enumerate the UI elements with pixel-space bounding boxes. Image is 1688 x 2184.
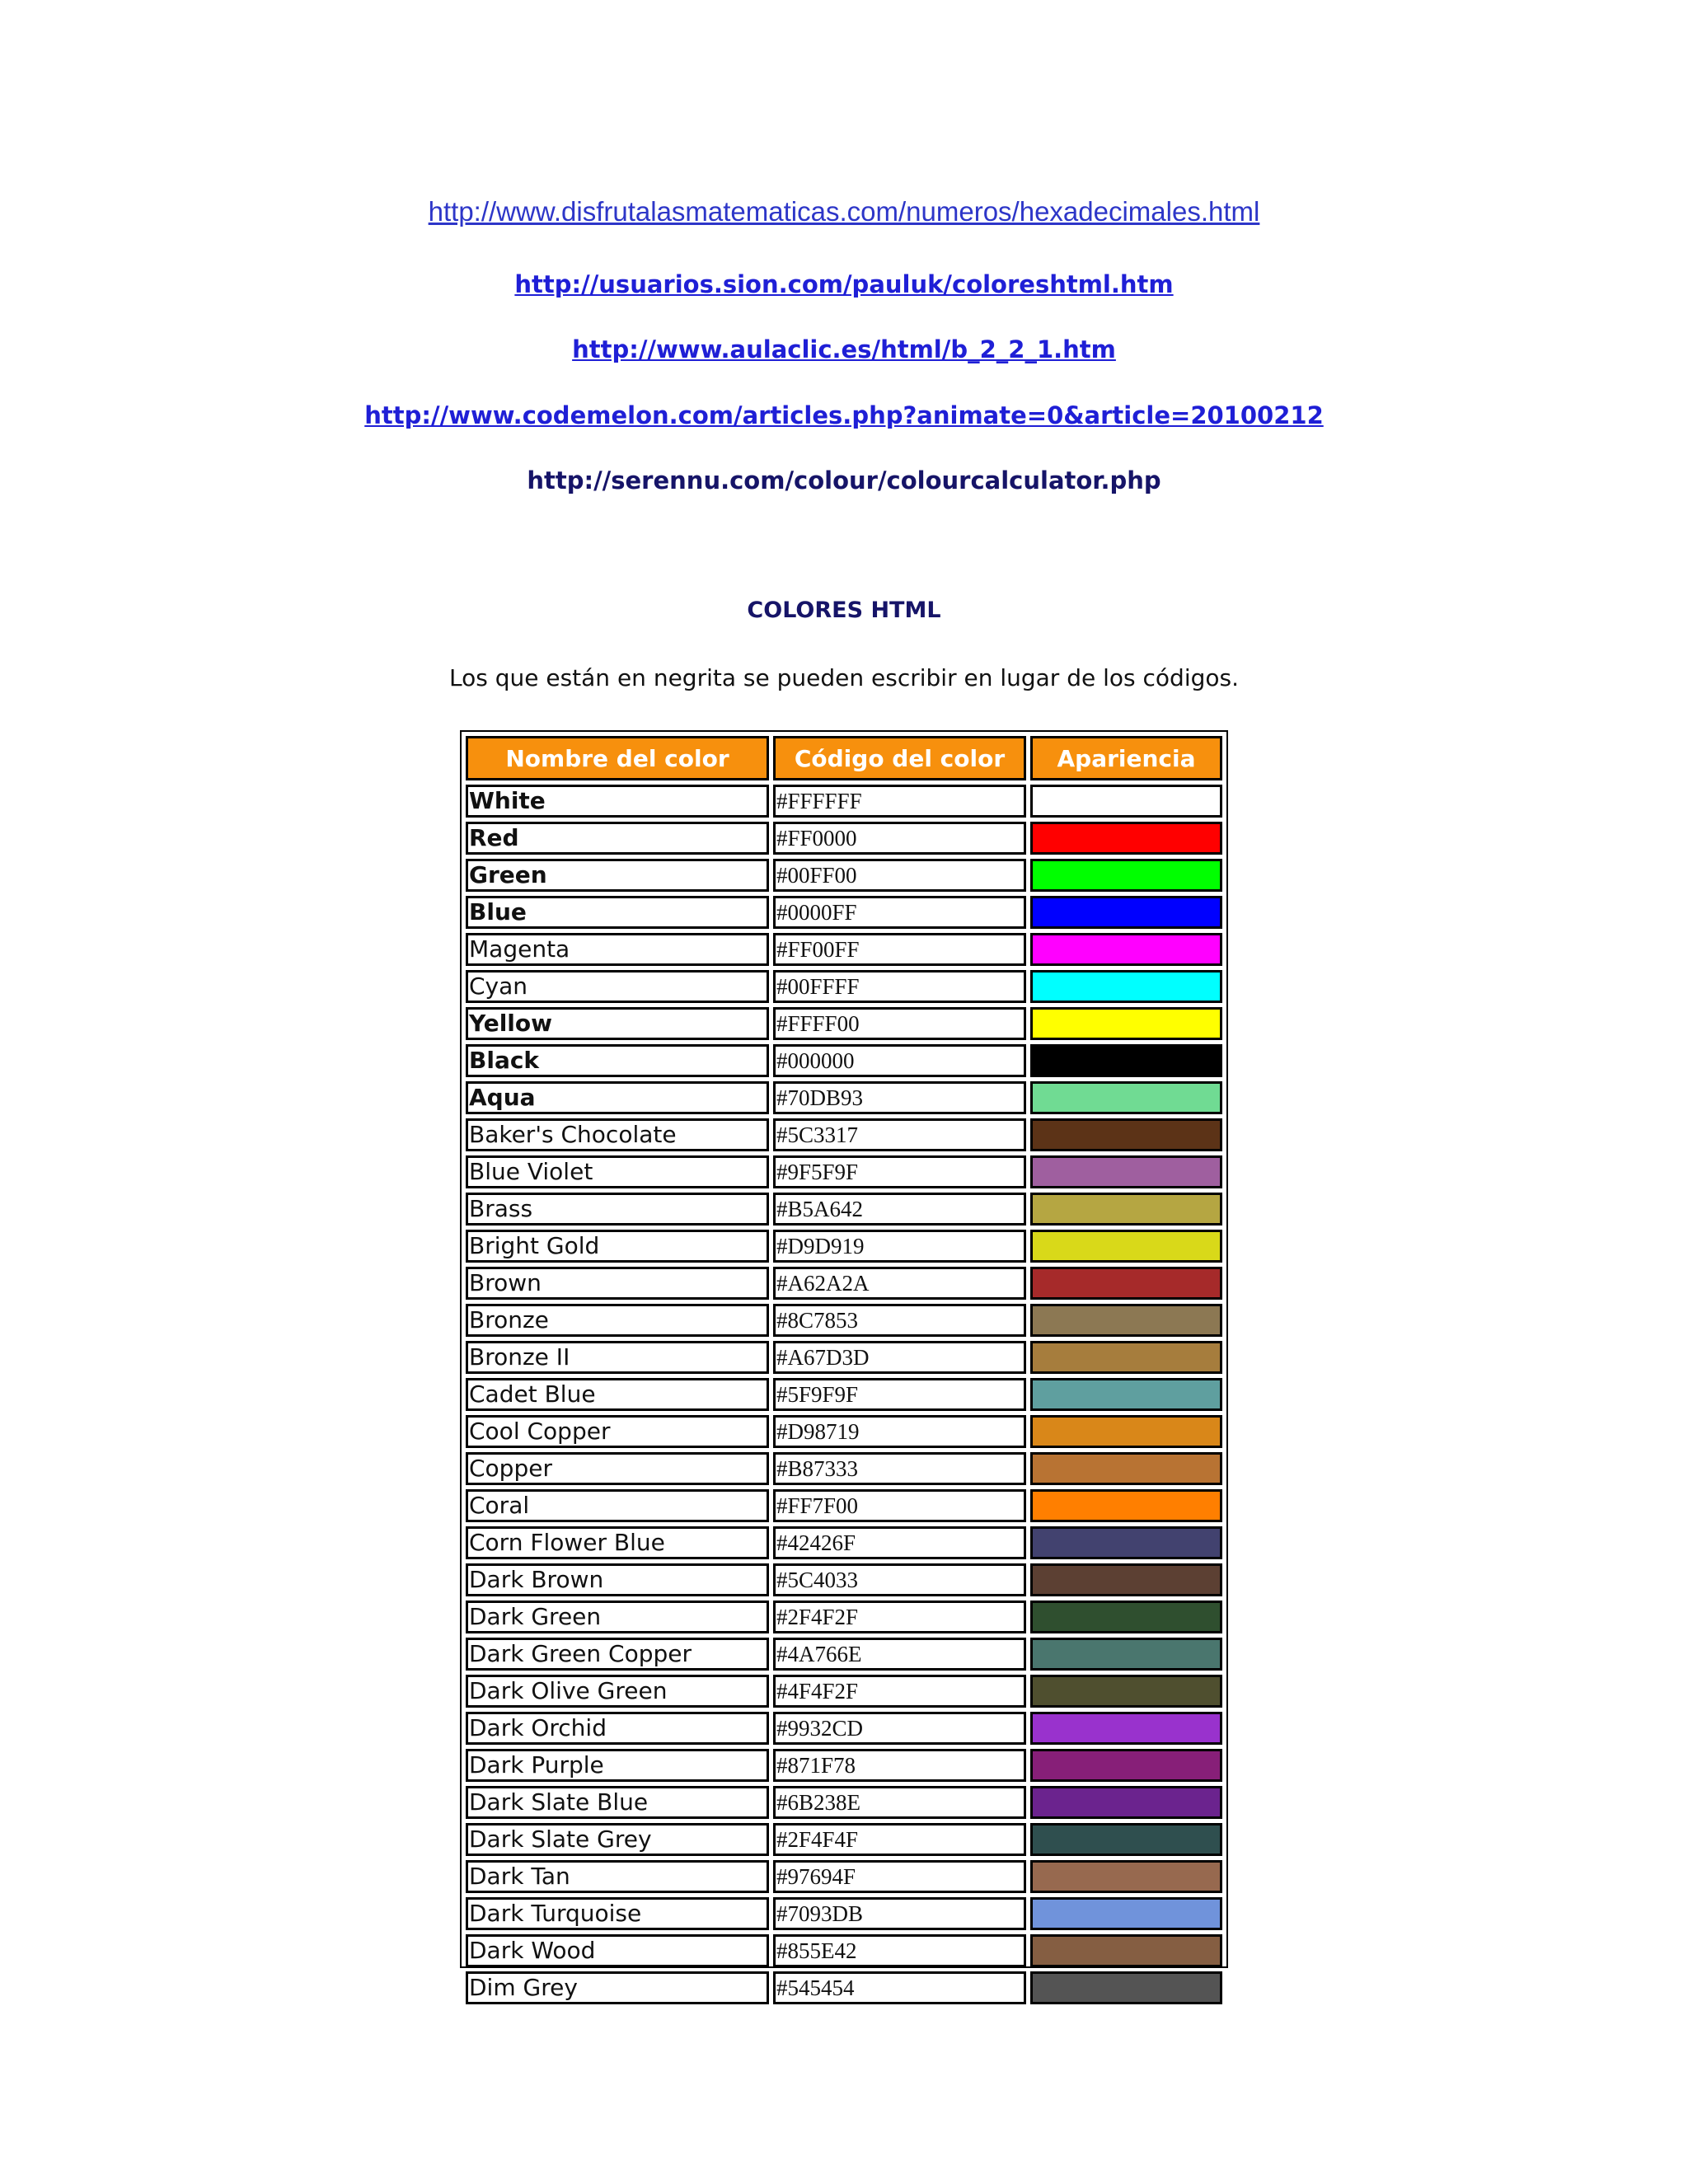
table-row <box>466 1934 1222 1967</box>
color-swatch-cell <box>1030 1007 1222 1040</box>
color-swatch-cell <box>1030 1452 1222 1485</box>
color-name-cell: Brass <box>466 1193 769 1226</box>
table-row <box>466 933 1222 966</box>
table-row <box>466 1675 1222 1708</box>
table-row <box>466 1749 1222 1782</box>
color-swatch-cell <box>1030 1155 1222 1188</box>
table-row <box>466 1897 1222 1930</box>
color-table <box>462 732 1226 2008</box>
table-row <box>466 1081 1222 1114</box>
color-name-cell: Dark Olive Green <box>466 1675 769 1708</box>
table-row <box>466 970 1222 1003</box>
color-name-cell: Dark Tan <box>466 1860 769 1893</box>
color-swatch-cell <box>1030 1230 1222 1263</box>
color-name-cell: Green <box>466 859 769 892</box>
color-name-cell: Blue Violet <box>466 1155 769 1188</box>
table-row <box>466 1304 1222 1337</box>
color-swatch-cell <box>1030 1712 1222 1745</box>
color-swatch-cell <box>1030 933 1222 966</box>
header-color-code: Código del color <box>773 736 1026 780</box>
color-swatch-cell <box>1030 1897 1222 1930</box>
table-row <box>466 1526 1222 1559</box>
color-code-cell: #70DB93 <box>773 1081 1026 1114</box>
color-name-cell: Dim Grey <box>466 1971 769 2004</box>
color-code-cell: #2F4F4F <box>773 1823 1026 1856</box>
color-swatch-cell <box>1030 1081 1222 1114</box>
color-name-cell: Dark Brown <box>466 1563 769 1596</box>
color-name-cell: Bright Gold <box>466 1230 769 1263</box>
color-code-cell: #8C7853 <box>773 1304 1026 1337</box>
color-swatch-cell <box>1030 1971 1222 2004</box>
header-color-name: Nombre del color <box>466 736 769 780</box>
color-name-cell: Baker's Chocolate <box>466 1118 769 1151</box>
color-code-cell: #5C3317 <box>773 1118 1026 1151</box>
color-name-cell: Aqua <box>466 1081 769 1114</box>
color-swatch-cell <box>1030 896 1222 929</box>
table-row <box>466 1823 1222 1856</box>
table-row <box>466 859 1222 892</box>
table-row <box>466 1341 1222 1374</box>
section-description: Los que están en negrita se pueden escribir en lugar de los códigos. <box>448 664 1239 691</box>
color-swatch-cell <box>1030 1267 1222 1300</box>
link-serennu: http://serennu.com/colour/colourcalculator.php <box>527 466 1161 494</box>
color-code-cell: #2F4F2F <box>773 1601 1026 1633</box>
table-row <box>466 1155 1222 1188</box>
color-name-cell: Dark Green <box>466 1601 769 1633</box>
color-name-cell: Bronze II <box>466 1341 769 1374</box>
color-name-cell: Dark Slate Grey <box>466 1823 769 1856</box>
link-hexadecimales[interactable]: http://www.disfrutalasmatematicas.com/numeros/hexadecimales.html <box>428 196 1260 227</box>
color-code-cell: #FF7F00 <box>773 1489 1026 1522</box>
color-swatch-cell <box>1030 1489 1222 1522</box>
color-code-cell: #6B238E <box>773 1786 1026 1819</box>
color-code-cell: #000000 <box>773 1044 1026 1077</box>
color-name-cell: Bronze <box>466 1304 769 1337</box>
color-swatch-cell <box>1030 859 1222 892</box>
table-row <box>466 822 1222 855</box>
table-body <box>466 785 1222 2004</box>
color-code-cell: #871F78 <box>773 1749 1026 1782</box>
table-row <box>466 1452 1222 1485</box>
color-code-cell: #7093DB <box>773 1897 1026 1930</box>
color-name-cell: Corn Flower Blue <box>466 1526 769 1559</box>
color-swatch-cell <box>1030 1934 1222 1967</box>
color-name-cell: Yellow <box>466 1007 769 1040</box>
color-swatch-cell <box>1030 1526 1222 1559</box>
color-name-cell: Dark Slate Blue <box>466 1786 769 1819</box>
link-aulaclic[interactable]: http://www.aulaclic.es/html/b_2_2_1.htm <box>572 335 1116 363</box>
color-code-cell: #545454 <box>773 1971 1026 2004</box>
color-name-cell: Cadet Blue <box>466 1378 769 1411</box>
link-coloreshtml[interactable]: http://usuarios.sion.com/pauluk/coloreshtml.htm <box>514 270 1174 298</box>
table-row <box>466 1601 1222 1633</box>
color-swatch-cell <box>1030 1304 1222 1337</box>
link-row <box>0 466 1688 494</box>
table-row <box>466 1193 1222 1226</box>
color-name-cell: Dark Turquoise <box>466 1897 769 1930</box>
color-code-cell: #855E42 <box>773 1934 1026 1967</box>
color-name-cell: Dark Purple <box>466 1749 769 1782</box>
table-row <box>466 1415 1222 1448</box>
color-swatch-cell <box>1030 1601 1222 1633</box>
color-name-cell: Red <box>466 822 769 855</box>
color-table-frame <box>460 730 1228 2001</box>
color-name-cell: Dark Green Copper <box>466 1638 769 1671</box>
color-swatch-cell <box>1030 1044 1222 1077</box>
table-row <box>466 1378 1222 1411</box>
table-row <box>466 1971 1222 2004</box>
color-swatch-cell <box>1030 1860 1222 1893</box>
color-name-cell: Black <box>466 1044 769 1077</box>
table-row <box>466 1267 1222 1300</box>
color-swatch-cell <box>1030 822 1222 855</box>
color-code-cell: #FF0000 <box>773 822 1026 855</box>
color-code-cell: #5C4033 <box>773 1563 1026 1596</box>
color-code-cell: #B5A642 <box>773 1193 1026 1226</box>
color-swatch-cell <box>1030 1341 1222 1374</box>
table-row <box>466 896 1222 929</box>
color-swatch-cell <box>1030 1415 1222 1448</box>
link-row <box>0 196 1688 227</box>
color-code-cell: #4A766E <box>773 1638 1026 1671</box>
color-swatch-cell <box>1030 1118 1222 1151</box>
color-code-cell: #B87333 <box>773 1452 1026 1485</box>
table-row <box>466 1638 1222 1671</box>
color-swatch-cell <box>1030 1786 1222 1819</box>
color-name-cell: Copper <box>466 1452 769 1485</box>
color-code-cell: #FFFFFF <box>773 785 1026 818</box>
color-code-cell: #00FF00 <box>773 859 1026 892</box>
color-swatch-cell <box>1030 1823 1222 1856</box>
table-row <box>466 1786 1222 1819</box>
color-code-cell: #9932CD <box>773 1712 1026 1745</box>
color-code-cell: #D9D919 <box>773 1230 1026 1263</box>
color-code-cell: #00FFFF <box>773 970 1026 1003</box>
color-code-cell: #A67D3D <box>773 1341 1026 1374</box>
color-swatch-cell <box>1030 1378 1222 1411</box>
color-swatch-cell <box>1030 970 1222 1003</box>
color-swatch-cell <box>1030 1193 1222 1226</box>
table-row <box>466 1230 1222 1263</box>
color-code-cell: #4F4F2F <box>773 1675 1026 1708</box>
color-code-cell: #0000FF <box>773 896 1026 929</box>
color-name-cell: Blue <box>466 896 769 929</box>
color-name-cell: White <box>466 785 769 818</box>
table-header-row <box>466 736 1222 780</box>
color-code-cell: #5F9F9F <box>773 1378 1026 1411</box>
table-row <box>466 1563 1222 1596</box>
link-row <box>0 335 1688 363</box>
color-swatch-cell <box>1030 1675 1222 1708</box>
color-swatch-cell <box>1030 1638 1222 1671</box>
link-row <box>0 401 1688 429</box>
color-code-cell: #FF00FF <box>773 933 1026 966</box>
color-code-cell: #9F5F9F <box>773 1155 1026 1188</box>
table-row <box>466 1712 1222 1745</box>
color-name-cell: Cyan <box>466 970 769 1003</box>
color-code-cell: #FFFF00 <box>773 1007 1026 1040</box>
color-name-cell: Magenta <box>466 933 769 966</box>
table-row <box>466 785 1222 818</box>
color-code-cell: #D98719 <box>773 1415 1026 1448</box>
color-name-cell: Brown <box>466 1267 769 1300</box>
color-name-cell: Dark Wood <box>466 1934 769 1967</box>
table-row <box>466 1489 1222 1522</box>
link-row <box>0 270 1688 298</box>
section-title: COLORES HTML <box>747 598 941 623</box>
color-swatch-cell <box>1030 1563 1222 1596</box>
color-swatch-cell <box>1030 1749 1222 1782</box>
header-appearance: Apariencia <box>1030 736 1222 780</box>
table-row <box>466 1118 1222 1151</box>
table-row <box>466 1860 1222 1893</box>
link-codemelon[interactable]: http://www.codemelon.com/articles.php?animate=0&article=20100212 <box>364 401 1324 429</box>
color-code-cell: #A62A2A <box>773 1267 1026 1300</box>
color-name-cell: Cool Copper <box>466 1415 769 1448</box>
color-code-cell: #97694F <box>773 1860 1026 1893</box>
table-row <box>466 1007 1222 1040</box>
color-swatch-cell <box>1030 785 1222 818</box>
table-row <box>466 1044 1222 1077</box>
color-name-cell: Dark Orchid <box>466 1712 769 1745</box>
color-name-cell: Coral <box>466 1489 769 1522</box>
color-code-cell: #42426F <box>773 1526 1026 1559</box>
